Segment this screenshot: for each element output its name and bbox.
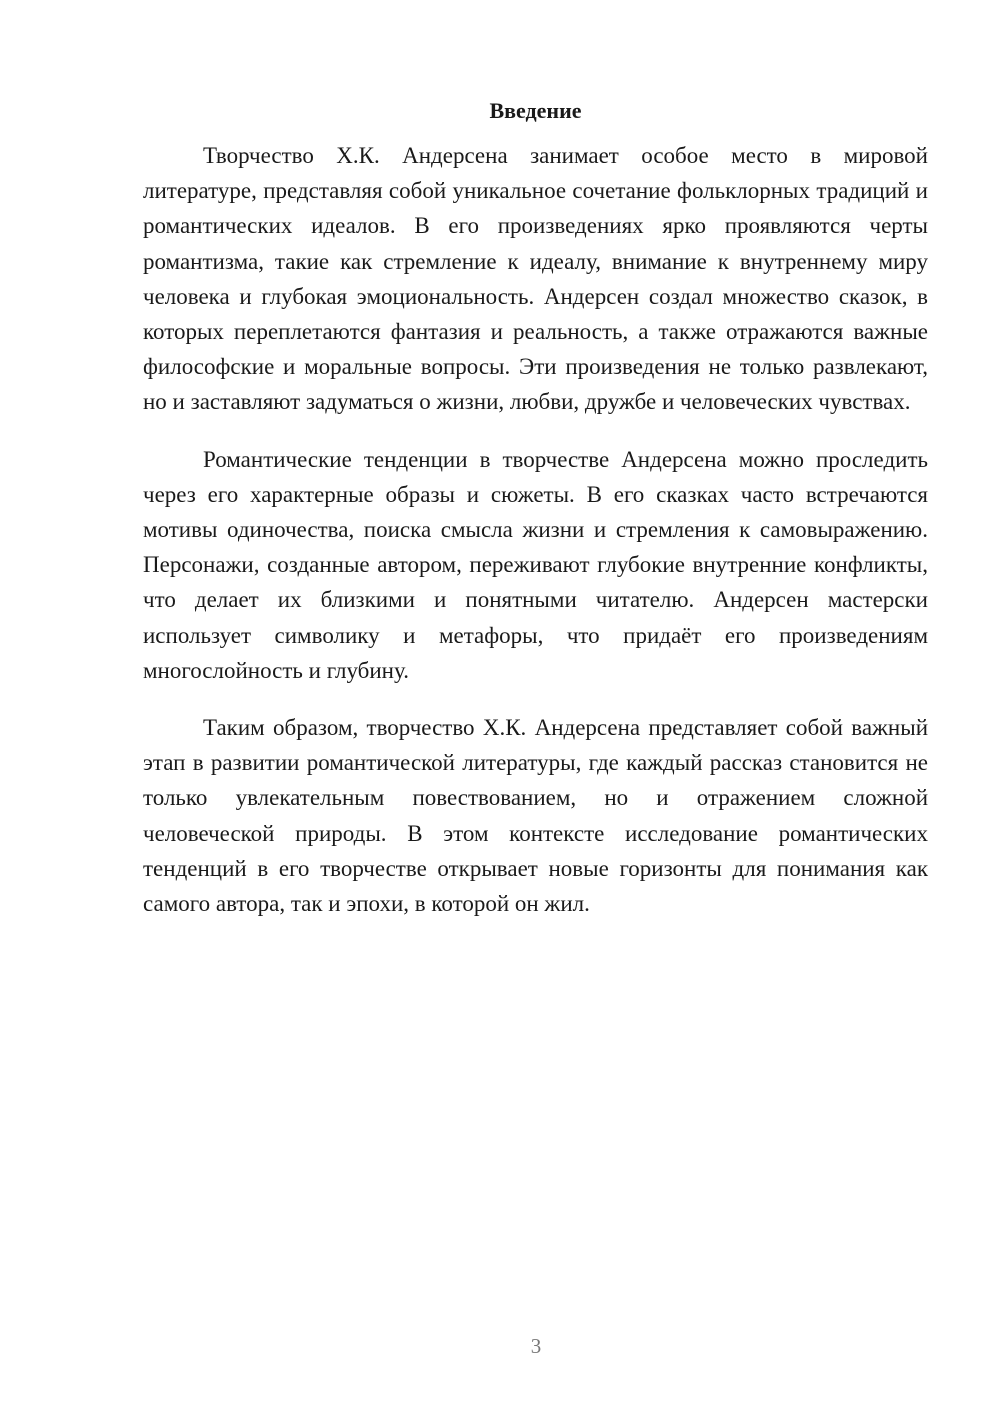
paragraph-2: Романтические тенденции в творчестве Андерсена можно проследить через его характерные образы и сюжеты. В его сказках часто встречаются мотивы одиночества, поиска смысла жизни и стремления к самовыражению. Персонажи, созданные автором, переживают глубокие внутренние конфликты, что делает их близкими и понятными читателю. Андерсен мастерски использует символику и метафоры, что придаёт его произведениям многослойность и глубину. <box>143 446 928 683</box>
page-number: 3 <box>530 1334 542 1358</box>
paragraph-1: Творчество Х.К. Андерсена занимает особое место в мировой литературе, представляя собой уникальное сочетание фольклорных традиций и романтических идеалов. В его произведениях ярко проявляются черты романтизма, такие как стремление к идеалу, внимание к внутреннему миру человека и глубокая эмоциональность. Андерсен создал множество сказок, в которых переплетаются фантазия и реальность, а также отражаются важные философские и моральные вопросы. Эти произведения не только развлекают, но и заставляют задуматься о жизни, любви, дружбе и человеческих чувствах. <box>143 143 928 415</box>
page-content <box>143 95 928 921</box>
section-heading: Введение <box>489 98 582 123</box>
paragraph-3: Таким образом, творчество Х.К. Андерсена представляет собой важный этап в развитии романтической литературы, где каждый рассказ становится не только увлекательным повествованием, но и отражением сложной человеческой природы. В этом контексте исследование романтических тенденций в его творчестве открывает новые горизонты для понимания как самого автора, так и эпохи, в которой он жил. <box>143 715 928 917</box>
